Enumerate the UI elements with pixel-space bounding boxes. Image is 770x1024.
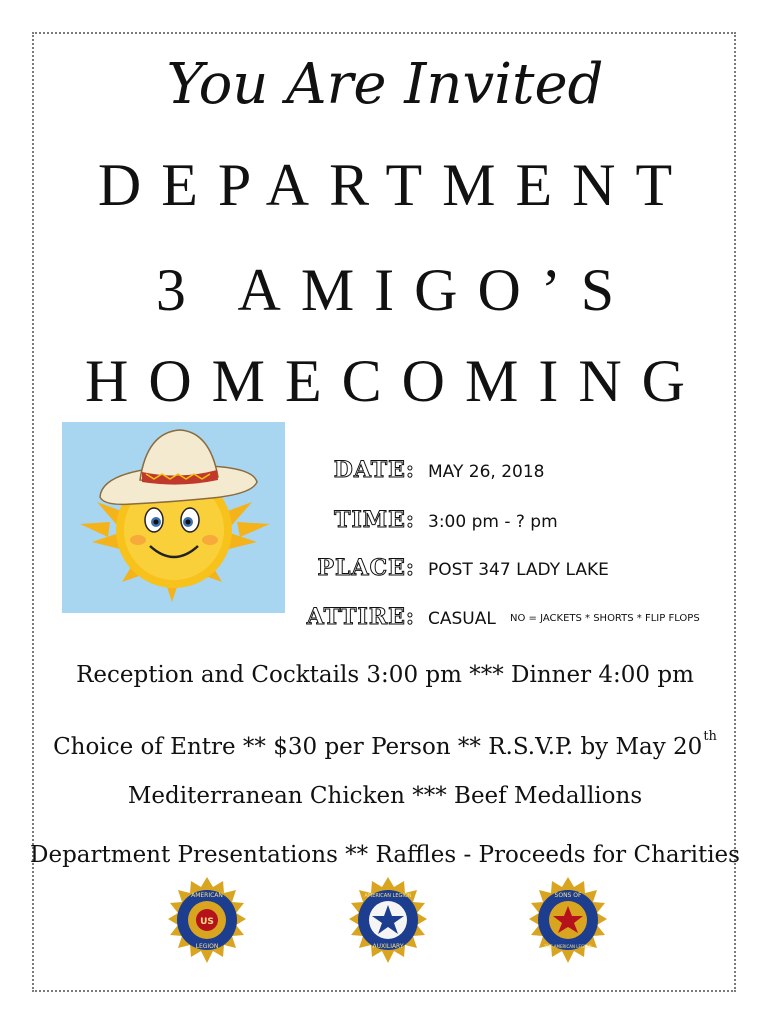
place-label: PLACE: bbox=[317, 555, 415, 581]
menu-line: Mediterranean Chicken *** Beef Medallions bbox=[127, 783, 643, 809]
place-value: POST 347 LADY LAKE bbox=[428, 560, 609, 580]
auxiliary-emblem bbox=[348, 877, 428, 967]
entree-line-ordinal: th bbox=[703, 729, 717, 744]
legion-top-text: AMERICAN bbox=[191, 892, 223, 899]
headline-department: DEPARTMENT bbox=[97, 152, 693, 218]
sons-of-legion-emblem bbox=[528, 877, 608, 967]
sun-icon bbox=[62, 422, 285, 613]
attire-value: CASUAL bbox=[428, 609, 496, 629]
date-label: DATE: bbox=[333, 457, 415, 483]
legion-bottom-text: LEGION bbox=[195, 943, 219, 950]
american-legion-emblem bbox=[167, 877, 247, 967]
invitation-title: You Are Invited bbox=[166, 52, 604, 117]
attire-label: ATTIRE: bbox=[306, 604, 415, 630]
attire-note: NO = JACKETS * SHORTS * FLIP FLOPS bbox=[510, 613, 700, 624]
auxiliary-bottom-text: AUXILIARY bbox=[372, 943, 404, 950]
legion-center-text: US bbox=[200, 917, 214, 927]
entree-line-text: Choice of Entre ** $30 per Person ** R.S.V.P. by May 20 bbox=[53, 734, 703, 760]
sons-bottom-text: THE AMERICAN LEGION bbox=[544, 944, 592, 949]
sons-top-text: SONS OF bbox=[554, 892, 582, 899]
reception-line: Reception and Cocktails 3:00 pm *** Dinner 4:00 pm bbox=[76, 662, 694, 688]
headline-homecoming: HOMECOMING bbox=[85, 348, 705, 414]
date-value: MAY 26, 2018 bbox=[428, 462, 545, 482]
entree-line bbox=[0, 720, 770, 764]
presentations-line: Department Presentations ** Raffles - Proceeds for Charities bbox=[30, 842, 740, 868]
auxiliary-top-text: AMERICAN LEGION bbox=[364, 893, 412, 899]
headline-amigos: 3 AMIGO’S bbox=[155, 257, 635, 323]
time-value: 3:00 pm - ? pm bbox=[428, 512, 558, 532]
sombrero-sun-illustration bbox=[62, 422, 285, 613]
time-label: TIME: bbox=[334, 507, 415, 533]
